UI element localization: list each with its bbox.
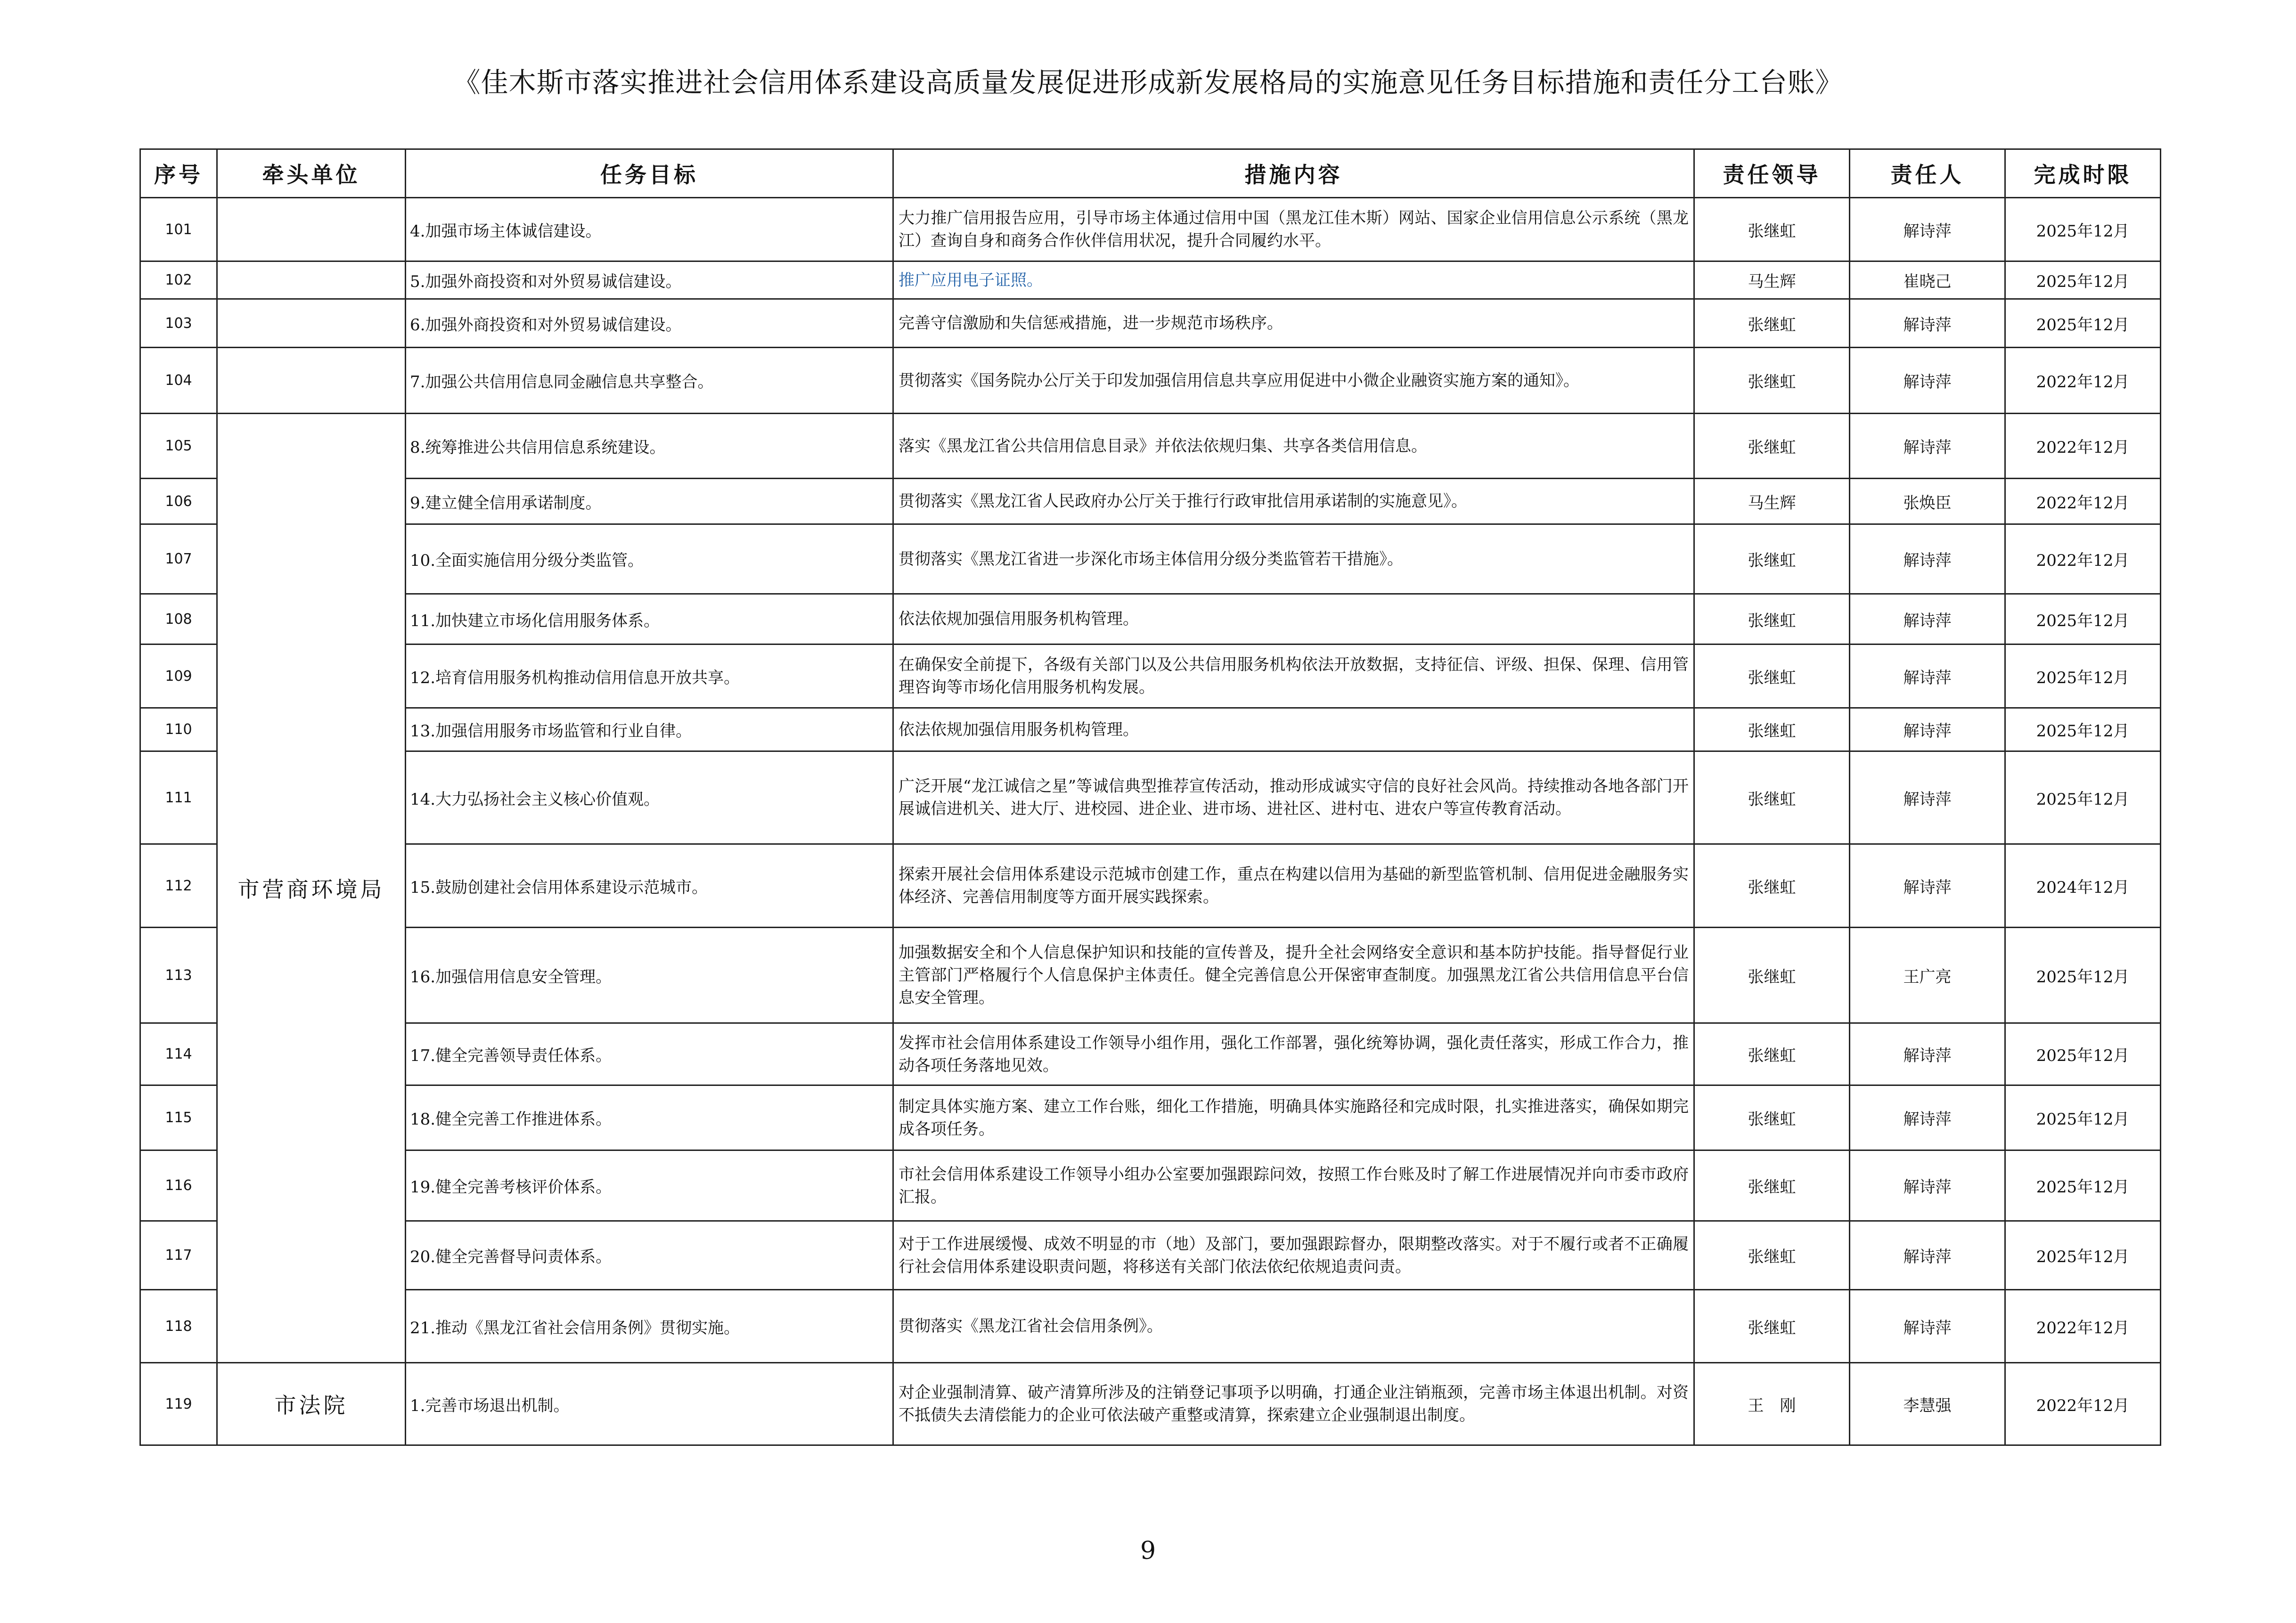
row-leader: 张继虹 xyxy=(1694,594,1850,644)
row-goal: 15.鼓励创建社会信用体系建设示范城市。 xyxy=(406,844,893,928)
row-no: 108 xyxy=(140,594,217,644)
row-person: 解诗萍 xyxy=(1850,644,2005,708)
row-deadline: 2024年12月 xyxy=(2005,844,2161,928)
row-no: 113 xyxy=(140,928,217,1023)
row-person: 解诗萍 xyxy=(1850,844,2005,928)
table-row xyxy=(140,1085,2161,1150)
row-person: 解诗萍 xyxy=(1850,198,2005,261)
row-person: 解诗萍 xyxy=(1850,708,2005,751)
document-title: 《佳木斯市落实推进社会信用体系建设高质量发展促进形成新发展格局的实施意见任务目标措施和责任分工台账》 xyxy=(453,66,1843,98)
header-measure: 措施内容 xyxy=(893,149,1694,198)
row-goal: 17.健全完善领导责任体系。 xyxy=(406,1023,893,1085)
row-person: 解诗萍 xyxy=(1850,348,2005,414)
table-row xyxy=(140,594,2161,644)
row-no: 105 xyxy=(140,414,217,479)
row-measure: 加强数据安全和个人信息保护知识和技能的宣传普及，提升全社会网络安全意识和基本防护技能。指导督促行业主管部门严格履行个人信息保护主体责任。健全完善信息公开保密审查制度。加强黑龙江省公共信用信息平台信息安全管理。 xyxy=(893,928,1694,1023)
row-no: 111 xyxy=(140,751,217,844)
row-measure: 贯彻落实《黑龙江省社会信用条例》。 xyxy=(893,1290,1694,1363)
row-measure: 完善守信激励和失信惩戒措施，进一步规范市场秩序。 xyxy=(893,299,1694,348)
table-row xyxy=(140,708,2161,751)
row-no: 115 xyxy=(140,1085,217,1150)
row-person: 解诗萍 xyxy=(1850,594,2005,644)
row-goal: 7.加强公共信用信息同金融信息共享整合。 xyxy=(406,348,893,414)
table-row xyxy=(140,414,2161,479)
row-no: 106 xyxy=(140,479,217,524)
row-measure: 贯彻落实《黑龙江省进一步深化市场主体信用分级分类监管若干措施》。 xyxy=(893,524,1694,594)
header-row xyxy=(140,149,2161,198)
row-leader: 张继虹 xyxy=(1694,644,1850,708)
row-person: 崔晓己 xyxy=(1850,261,2005,299)
row-deadline: 2025年12月 xyxy=(2005,299,2161,348)
row-leader: 张继虹 xyxy=(1694,844,1850,928)
row-leader: 张继虹 xyxy=(1694,348,1850,414)
row-measure: 制定具体实施方案、建立工作台账，细化工作措施，明确具体实施路径和完成时限，扎实推进落实，确保如期完成各项任务。 xyxy=(893,1085,1694,1150)
row-deadline: 2022年12月 xyxy=(2005,1363,2161,1445)
row-goal: 14.大力弘扬社会主义核心价值观。 xyxy=(406,751,893,844)
row-goal: 5.加强外商投资和对外贸易诚信建设。 xyxy=(406,261,893,299)
header-no: 序号 xyxy=(140,149,217,198)
row-goal: 20.健全完善督导问责体系。 xyxy=(406,1221,893,1290)
row-goal: 19.健全完善考核评价体系。 xyxy=(406,1150,893,1221)
row-person: 解诗萍 xyxy=(1850,751,2005,844)
row-measure: 市社会信用体系建设工作领导小组办公室要加强跟踪问效，按照工作台账及时了解工作进展情况并向市委市政府汇报。 xyxy=(893,1150,1694,1221)
table-row xyxy=(140,198,2161,261)
row-deadline: 2022年12月 xyxy=(2005,524,2161,594)
row-deadline: 2022年12月 xyxy=(2005,479,2161,524)
row-measure: 在确保安全前提下，各级有关部门以及公共信用服务机构依法开放数据，支持征信、评级、担保、保理、信用管理咨询等市场化信用服务机构发展。 xyxy=(893,644,1694,708)
table-row xyxy=(140,524,2161,594)
row-leader: 张继虹 xyxy=(1694,928,1850,1023)
table-row xyxy=(140,299,2161,348)
row-leader: 张继虹 xyxy=(1694,414,1850,479)
table-row xyxy=(140,1290,2161,1363)
row-measure: 对企业强制清算、破产清算所涉及的注销登记事项予以明确，打通企业注销瓶颈，完善市场主体退出机制。对资不抵债失去清偿能力的企业可依法破产重整或清算，探索建立企业强制退出制度。 xyxy=(893,1363,1694,1445)
row-goal: 9.建立健全信用承诺制度。 xyxy=(406,479,893,524)
row-goal: 8.统筹推进公共信用信息系统建设。 xyxy=(406,414,893,479)
table-row xyxy=(140,1221,2161,1290)
row-deadline: 2025年12月 xyxy=(2005,1221,2161,1290)
row-deadline: 2025年12月 xyxy=(2005,198,2161,261)
row-no: 116 xyxy=(140,1150,217,1221)
row-goal: 4.加强市场主体诚信建设。 xyxy=(406,198,893,261)
row-deadline: 2022年12月 xyxy=(2005,1290,2161,1363)
page-number: 9 xyxy=(1140,1537,1156,1565)
row-leader: 张继虹 xyxy=(1694,1221,1850,1290)
table-row xyxy=(140,348,2161,414)
header-deadline: 完成时限 xyxy=(2005,149,2161,198)
row-person: 解诗萍 xyxy=(1850,1150,2005,1221)
row-leader: 张继虹 xyxy=(1694,751,1850,844)
row-leader: 张继虹 xyxy=(1694,1290,1850,1363)
table-row xyxy=(140,644,2161,708)
lead-unit-market: 市营商环境局 xyxy=(217,414,406,1363)
row-leader: 张继虹 xyxy=(1694,198,1850,261)
table-row xyxy=(140,751,2161,844)
row-no: 110 xyxy=(140,708,217,751)
row-leader: 张继虹 xyxy=(1694,708,1850,751)
row-measure: 发挥市社会信用体系建设工作领导小组作用，强化工作部署，强化统筹协调，强化责任落实，形成工作合力，推动各项任务落地见效。 xyxy=(893,1023,1694,1085)
row-person: 解诗萍 xyxy=(1850,1221,2005,1290)
row-deadline: 2025年12月 xyxy=(2005,594,2161,644)
row-measure: 对于工作进展缓慢、成效不明显的市（地）及部门，要加强跟踪督办，限期整改落实。对于不履行或者不正确履行社会信用体系建设职责问题，将移送有关部门依法依纪依规追责问责。 xyxy=(893,1221,1694,1290)
row-person: 解诗萍 xyxy=(1850,414,2005,479)
row-person: 解诗萍 xyxy=(1850,524,2005,594)
row-goal: 1.完善市场退出机制。 xyxy=(406,1363,893,1445)
row-person: 解诗萍 xyxy=(1850,1023,2005,1085)
header-goal: 任务目标 xyxy=(406,149,893,198)
row-deadline: 2022年12月 xyxy=(2005,348,2161,414)
row-goal: 6.加强外商投资和对外贸易诚信建设。 xyxy=(406,299,893,348)
row-measure: 依法依规加强信用服务机构管理。 xyxy=(893,708,1694,751)
header-unit: 牵头单位 xyxy=(217,149,406,198)
row-goal: 18.健全完善工作推进体系。 xyxy=(406,1085,893,1150)
row-deadline: 2022年12月 xyxy=(2005,414,2161,479)
task-table xyxy=(139,148,2161,1446)
row-unit-empty xyxy=(217,348,406,414)
row-deadline: 2025年12月 xyxy=(2005,708,2161,751)
row-measure: 落实《黑龙江省公共信用信息目录》并依法依规归集、共享各类信用信息。 xyxy=(893,414,1694,479)
row-leader: 马生辉 xyxy=(1694,261,1850,299)
row-no: 107 xyxy=(140,524,217,594)
row-no: 119 xyxy=(140,1363,217,1445)
row-measure: 探索开展社会信用体系建设示范城市创建工作，重点在构建以信用为基础的新型监管机制、信用促进金融服务实体经济、完善信用制度等方面开展实践探索。 xyxy=(893,844,1694,928)
row-measure: 贯彻落实《黑龙江省人民政府办公厅关于推行行政审批信用承诺制的实施意见》。 xyxy=(893,479,1694,524)
row-goal: 11.加快建立市场化信用服务体系。 xyxy=(406,594,893,644)
row-leader: 张继虹 xyxy=(1694,299,1850,348)
row-leader: 张继虹 xyxy=(1694,1023,1850,1085)
header-person: 责任人 xyxy=(1850,149,2005,198)
row-leader: 张继虹 xyxy=(1694,1150,1850,1221)
row-leader: 张继虹 xyxy=(1694,1085,1850,1150)
row-measure: 推广应用电子证照。 xyxy=(893,261,1694,299)
row-no: 114 xyxy=(140,1023,217,1085)
row-deadline: 2025年12月 xyxy=(2005,644,2161,708)
row-goal: 12.培育信用服务机构推动信用信息开放共享。 xyxy=(406,644,893,708)
row-measure: 依法依规加强信用服务机构管理。 xyxy=(893,594,1694,644)
row-unit-empty xyxy=(217,299,406,348)
lead-unit-court: 市法院 xyxy=(217,1363,406,1445)
row-person: 解诗萍 xyxy=(1850,1085,2005,1150)
row-no: 118 xyxy=(140,1290,217,1363)
row-leader: 张继虹 xyxy=(1694,524,1850,594)
table-row xyxy=(140,261,2161,299)
row-person: 张焕臣 xyxy=(1850,479,2005,524)
row-unit-empty xyxy=(217,198,406,261)
table-row xyxy=(140,1363,2161,1445)
row-no: 103 xyxy=(140,299,217,348)
row-measure: 大力推广信用报告应用，引导市场主体通过信用中国（黑龙江佳木斯）网站、国家企业信用信息公示系统（黑龙江）查询自身和商务合作伙伴信用状况，提升合同履约水平。 xyxy=(893,198,1694,261)
row-goal: 10.全面实施信用分级分类监管。 xyxy=(406,524,893,594)
row-goal: 16.加强信用信息安全管理。 xyxy=(406,928,893,1023)
row-no: 101 xyxy=(140,198,217,261)
row-leader: 王 刚 xyxy=(1694,1363,1850,1445)
row-deadline: 2025年12月 xyxy=(2005,1150,2161,1221)
table-row xyxy=(140,479,2161,524)
row-measure: 广泛开展“龙江诚信之星”等诚信典型推荐宣传活动，推动形成诚实守信的良好社会风尚。持续推动各地各部门开展诚信进机关、进大厅、进校园、进企业、进市场、进社区、进村屯、进农户等宣传教育活动。 xyxy=(893,751,1694,844)
table-row xyxy=(140,1150,2161,1221)
row-leader: 马生辉 xyxy=(1694,479,1850,524)
row-goal: 13.加强信用服务市场监管和行业自律。 xyxy=(406,708,893,751)
table-row xyxy=(140,844,2161,928)
row-no: 102 xyxy=(140,261,217,299)
row-no: 104 xyxy=(140,348,217,414)
row-person: 解诗萍 xyxy=(1850,1290,2005,1363)
row-deadline: 2025年12月 xyxy=(2005,1023,2161,1085)
table-row xyxy=(140,1023,2161,1085)
row-no: 117 xyxy=(140,1221,217,1290)
row-deadline: 2025年12月 xyxy=(2005,261,2161,299)
row-unit-empty xyxy=(217,261,406,299)
row-goal: 21.推动《黑龙江省社会信用条例》贯彻实施。 xyxy=(406,1290,893,1363)
row-person: 王广亮 xyxy=(1850,928,2005,1023)
header-leader: 责任领导 xyxy=(1694,149,1850,198)
table-row xyxy=(140,928,2161,1023)
row-measure: 贯彻落实《国务院办公厅关于印发加强信用信息共享应用促进中小微企业融资实施方案的通知》。 xyxy=(893,348,1694,414)
row-deadline: 2025年12月 xyxy=(2005,928,2161,1023)
row-deadline: 2025年12月 xyxy=(2005,1085,2161,1150)
row-no: 109 xyxy=(140,644,217,708)
row-person: 李慧强 xyxy=(1850,1363,2005,1445)
row-person: 解诗萍 xyxy=(1850,299,2005,348)
row-deadline: 2025年12月 xyxy=(2005,751,2161,844)
row-no: 112 xyxy=(140,844,217,928)
